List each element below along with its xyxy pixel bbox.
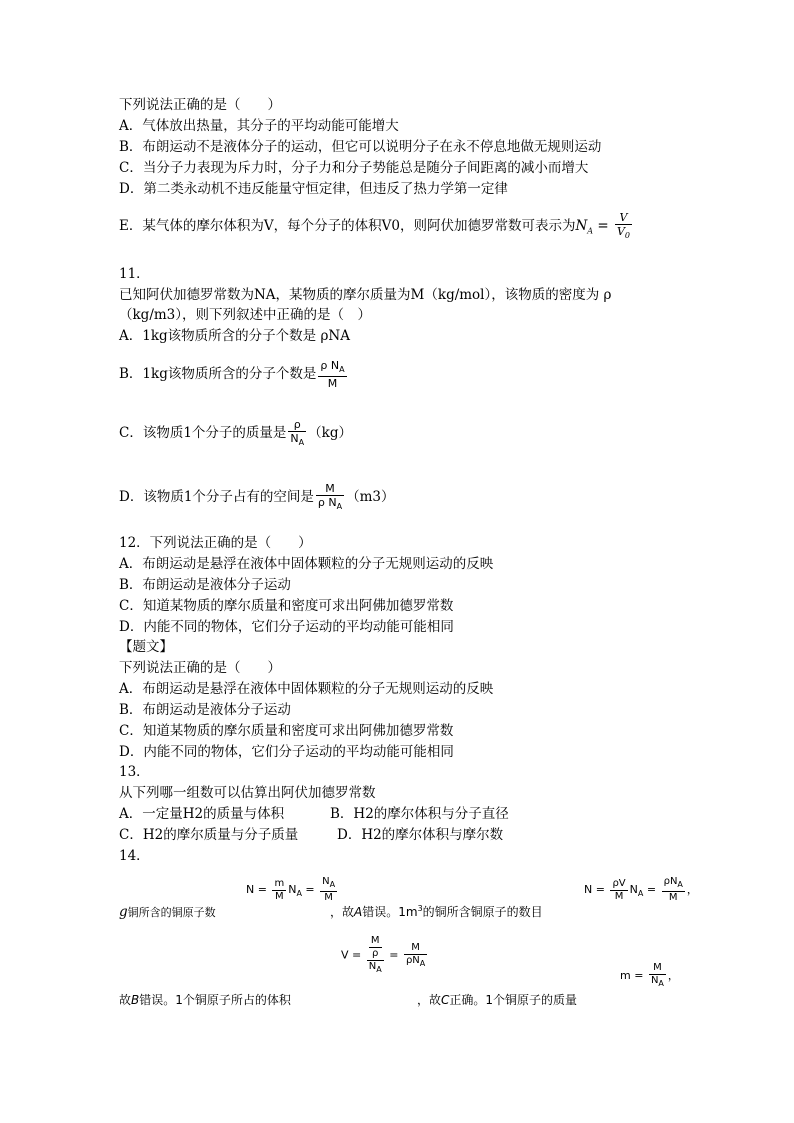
q10-option-e: E．某气体的摩尔体积为V，每个分子的体积V0，则阿伏加德罗常数可表示为$N_A$ = $\frac{V}{V_0}$: [119, 210, 630, 241]
q10-e-lhs: $N_A$: [575, 218, 594, 236]
q13-option-b: B．H2的摩尔体积与分子直径: [330, 806, 509, 822]
q10-e-fraction: $\frac{V}{V_0}$: [616, 210, 630, 241]
q10-option-c: C．当分子力表现为斥力时，分子力和分子势能总是随分子间距离的减小而增大: [119, 160, 589, 176]
q10-option-d: D．第二类永动机不违反能量守恒定律，但违反了热力学第一定律: [119, 181, 508, 197]
q14-formula-mass: m = $\frac{M}{N_A}$ ，: [620, 962, 679, 988]
tiwen-option-a: A．布朗运动是悬浮在液体中固体颗粒的分子无规则运动的反映: [119, 681, 494, 697]
q14-formula-n-density: N = $\frac{\rho V}{M}$ $N_A$ = $\frac{\rho N_A}{M}$ ，: [584, 876, 698, 903]
q11-d-fraction: $\frac{M}{\rho N_A}$: [317, 481, 343, 512]
q14-line1-left: g铜所含的铜原子数: [119, 904, 216, 920]
q10-stem: 下列说法正确的是（ ）: [119, 97, 281, 113]
q11-c-fraction: $\frac{\rho}{N_A}$: [290, 417, 305, 448]
q12-option-b: B．布朗运动是液体分子运动: [119, 577, 291, 593]
q14-formula-volume: V = $\frac{\frac{M}{\rho}}{N_A}$ = $\frac{M}{\rho N_A}$: [341, 935, 426, 974]
q10-option-a: A．气体放出热量，其分子的平均动能可能增大: [119, 118, 399, 134]
q14-line2-left: 故B错误。1个铜原子所占的体积: [119, 993, 291, 1007]
tiwen-stem: 下列说法正确的是（ ）: [119, 660, 281, 676]
q11-option-c: C．该物质1个分子的质量是 $\frac{\rho}{N_A}$ （kg）: [119, 417, 352, 448]
q10-option-b: B．布朗运动不是液体分子的运动，但它可以说明分子在永不停息地做无规则运动: [119, 139, 602, 155]
q11-b-fraction: $\frac{\rho N_A}{M}$: [320, 358, 345, 391]
tiwen-tag: 【题文】: [119, 639, 173, 655]
q14-line1-mid: ，故A错误。$1m^3$的铜所含铜原子的数目: [330, 904, 543, 919]
q14-line2-mid: ，故C正确。1个铜原子的质量: [417, 993, 578, 1007]
tiwen-option-d: D．内能不同的物体，它们分子运动的平均动能可能相同: [119, 744, 454, 760]
q11-option-d: D．该物质1个分子占有的空间是 $\frac{M}{\rho N_A}$ （m3）: [119, 481, 395, 512]
q12-option-c: C．知道某物质的摩尔质量和密度可求出阿佛加德罗常数: [119, 598, 454, 614]
q11-stem-line2: （kg/m3），则下列叙述中正确的是（ ）: [119, 307, 372, 323]
q12-stem: 12．下列说法正确的是（ ）: [119, 535, 312, 551]
q10-option-e-text: E．某气体的摩尔体积为V，每个分子的体积V0，则阿伏加德罗常数可表示为: [119, 218, 576, 234]
q13-number: 13．: [119, 764, 150, 780]
q13-option-a: A．一定量H2的质量与体积: [119, 806, 285, 822]
q11-option-b: B．1kg该物质所含的分子个数是 $\frac{\rho N_A}{M}$: [119, 358, 345, 391]
q12-option-d: D．内能不同的物体，它们分子运动的平均动能可能相同: [119, 619, 454, 635]
q13-option-d: D．H2的摩尔体积与摩尔数: [337, 827, 504, 843]
q12-option-a: A．布朗运动是悬浮在液体中固体颗粒的分子无规则运动的反映: [119, 556, 494, 572]
q11-stem-line1: 已知阿伏加德罗常数为NA，某物质的摩尔质量为M（kg/mol），该物质的密度为 ρ: [119, 287, 612, 303]
q14-formula-n: N = $\frac{m}{M}$ $N_A$ = $\frac{N_A}{M}$: [246, 876, 336, 903]
tiwen-option-b: B．布朗运动是液体分子运动: [119, 702, 291, 718]
q13-option-c: C．H2的摩尔质量与分子质量: [119, 827, 299, 843]
q13-stem: 从下列哪一组数可以估算出阿伏加德罗常数: [119, 785, 376, 801]
q14-number: 14．: [119, 848, 150, 864]
q11-option-a: A．1kg该物质所含的分子个数是 ρNA: [119, 328, 350, 344]
tiwen-option-c: C．知道某物质的摩尔质量和密度可求出阿佛加德罗常数: [119, 723, 454, 739]
q11-number: 11．: [119, 266, 150, 282]
